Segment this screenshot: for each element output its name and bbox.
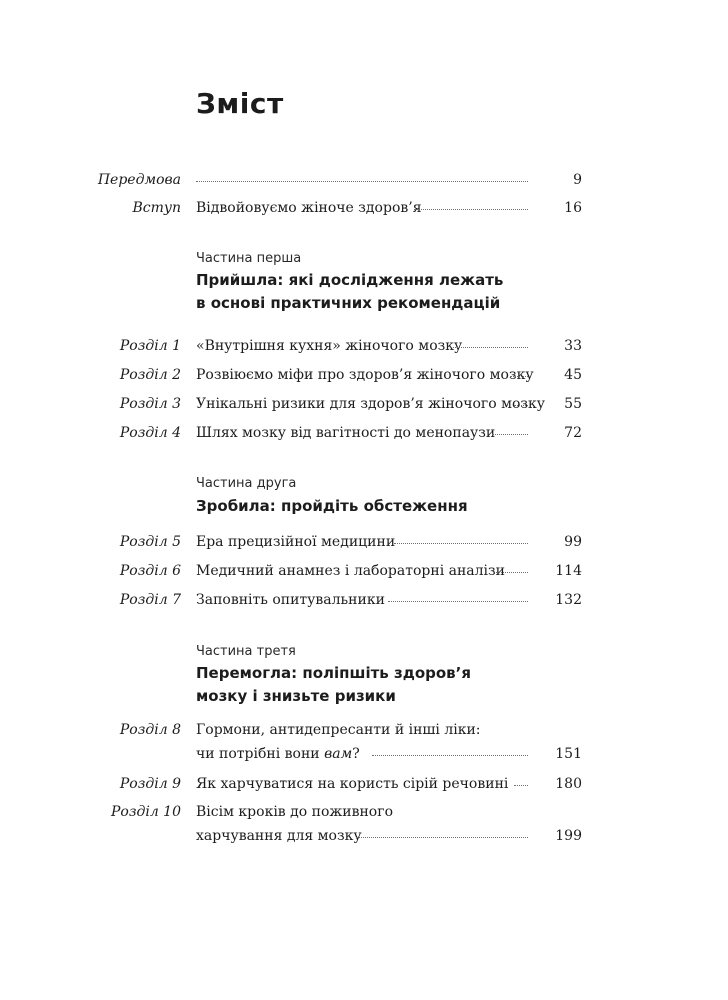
chapter-title-line-2: харчування для мозку xyxy=(196,828,362,844)
page-number: 132 xyxy=(555,592,582,608)
chapter-label: Розділ 6 xyxy=(119,563,181,579)
chapter-title: Заповніть опитувальники xyxy=(196,592,385,608)
chapter-title: Унікальні ризики для здоров’я жіночого мозку xyxy=(196,396,546,412)
chapter-label: Розділ 1 xyxy=(119,338,181,354)
page-number: 180 xyxy=(555,776,582,792)
chapter-label: Розділ 8 xyxy=(119,722,181,738)
chapter-title-line-1: Вісім кроків до поживного xyxy=(196,804,393,820)
dot-leader xyxy=(496,572,528,573)
toc-entry-preface[interactable] xyxy=(0,172,728,196)
chapter-title: «Внутрішня кухня» жіночого мозку xyxy=(196,338,463,354)
part-label: Частина друга xyxy=(196,476,297,491)
chapter-label: Розділ 2 xyxy=(119,367,181,383)
page-title: Зміст xyxy=(196,87,284,120)
page-number: 9 xyxy=(573,172,582,188)
page-number: 114 xyxy=(555,563,582,579)
chapter-label: Розділ 9 xyxy=(119,776,181,792)
dot-leader xyxy=(450,347,528,348)
part-label: Частина перша xyxy=(196,251,302,266)
dot-leader xyxy=(514,785,528,786)
part-label: Частина третя xyxy=(196,644,296,659)
dot-leader xyxy=(394,543,528,544)
part-title-line: Перемогла: поліпшіть здоров’я xyxy=(196,664,472,682)
toc-entry-chapter-8[interactable] xyxy=(0,722,728,770)
toc-entry-intro[interactable] xyxy=(0,200,728,224)
toc-entry-chapter-3[interactable] xyxy=(0,396,728,420)
chapter-label: Розділ 10 xyxy=(110,804,181,820)
page-number: 16 xyxy=(564,200,582,216)
toc-entry-chapter-6[interactable] xyxy=(0,563,728,587)
dot-leader xyxy=(510,376,528,377)
entry-label: Передмова xyxy=(97,172,181,188)
chapter-title-line-1: Гормони, антидепресанти й інші ліки: xyxy=(196,722,481,738)
dot-leader xyxy=(372,755,528,756)
toc-entry-chapter-2[interactable] xyxy=(0,367,728,391)
dot-leader xyxy=(414,209,528,210)
toc-entry-chapter-10[interactable] xyxy=(0,804,728,852)
toc-entry-chapter-7[interactable] xyxy=(0,592,728,616)
page-number: 151 xyxy=(555,746,582,762)
page-number: 99 xyxy=(564,534,582,550)
part-title-line: в основі практичних рекомендацій xyxy=(196,294,501,312)
chapter-label: Розділ 4 xyxy=(119,425,181,441)
part-title-line: мозку і знизьте ризики xyxy=(196,687,396,705)
page-number: 45 xyxy=(564,367,582,383)
chapter-title: Шлях мозку від вагітності до менопаузи xyxy=(196,425,496,441)
toc-entry-chapter-5[interactable] xyxy=(0,534,728,558)
page-number: 199 xyxy=(555,828,582,844)
dot-leader xyxy=(514,405,528,406)
toc-entry-chapter-4[interactable] xyxy=(0,425,728,449)
entry-title: Відвойовуємо жіноче здоров’я xyxy=(196,200,422,216)
chapter-label: Розділ 7 xyxy=(119,592,181,608)
dot-leader xyxy=(356,837,528,838)
dot-leader xyxy=(388,601,528,602)
page-number: 55 xyxy=(564,396,582,412)
emphasis-text: вам xyxy=(324,746,353,762)
chapter-title: Медичний анамнез і лабораторні аналізи xyxy=(196,563,505,579)
part-title-line: Зробила: пройдіть обстеження xyxy=(196,497,468,515)
dot-leader xyxy=(492,434,528,435)
chapter-title: Ера прецизійної медицини xyxy=(196,534,396,550)
toc-entry-chapter-1[interactable] xyxy=(0,338,728,362)
page-number: 33 xyxy=(564,338,582,354)
title-text: ? xyxy=(352,746,360,762)
chapter-label: Розділ 3 xyxy=(119,396,181,412)
chapter-title: Як харчуватися на користь сірій речовині xyxy=(196,776,509,792)
chapter-label: Розділ 5 xyxy=(119,534,181,550)
toc-entry-chapter-9[interactable] xyxy=(0,776,728,800)
title-text: чи потрібні вони xyxy=(196,746,325,762)
part-title-line: Прийшла: які дослідження лежать xyxy=(196,271,504,289)
dot-leader xyxy=(196,181,528,182)
entry-label: Вступ xyxy=(132,200,181,216)
chapter-title: Розвіюємо міфи про здоров’я жіночого мозку xyxy=(196,367,534,383)
chapter-title-line-2 xyxy=(196,746,360,762)
page-number: 72 xyxy=(564,425,582,441)
